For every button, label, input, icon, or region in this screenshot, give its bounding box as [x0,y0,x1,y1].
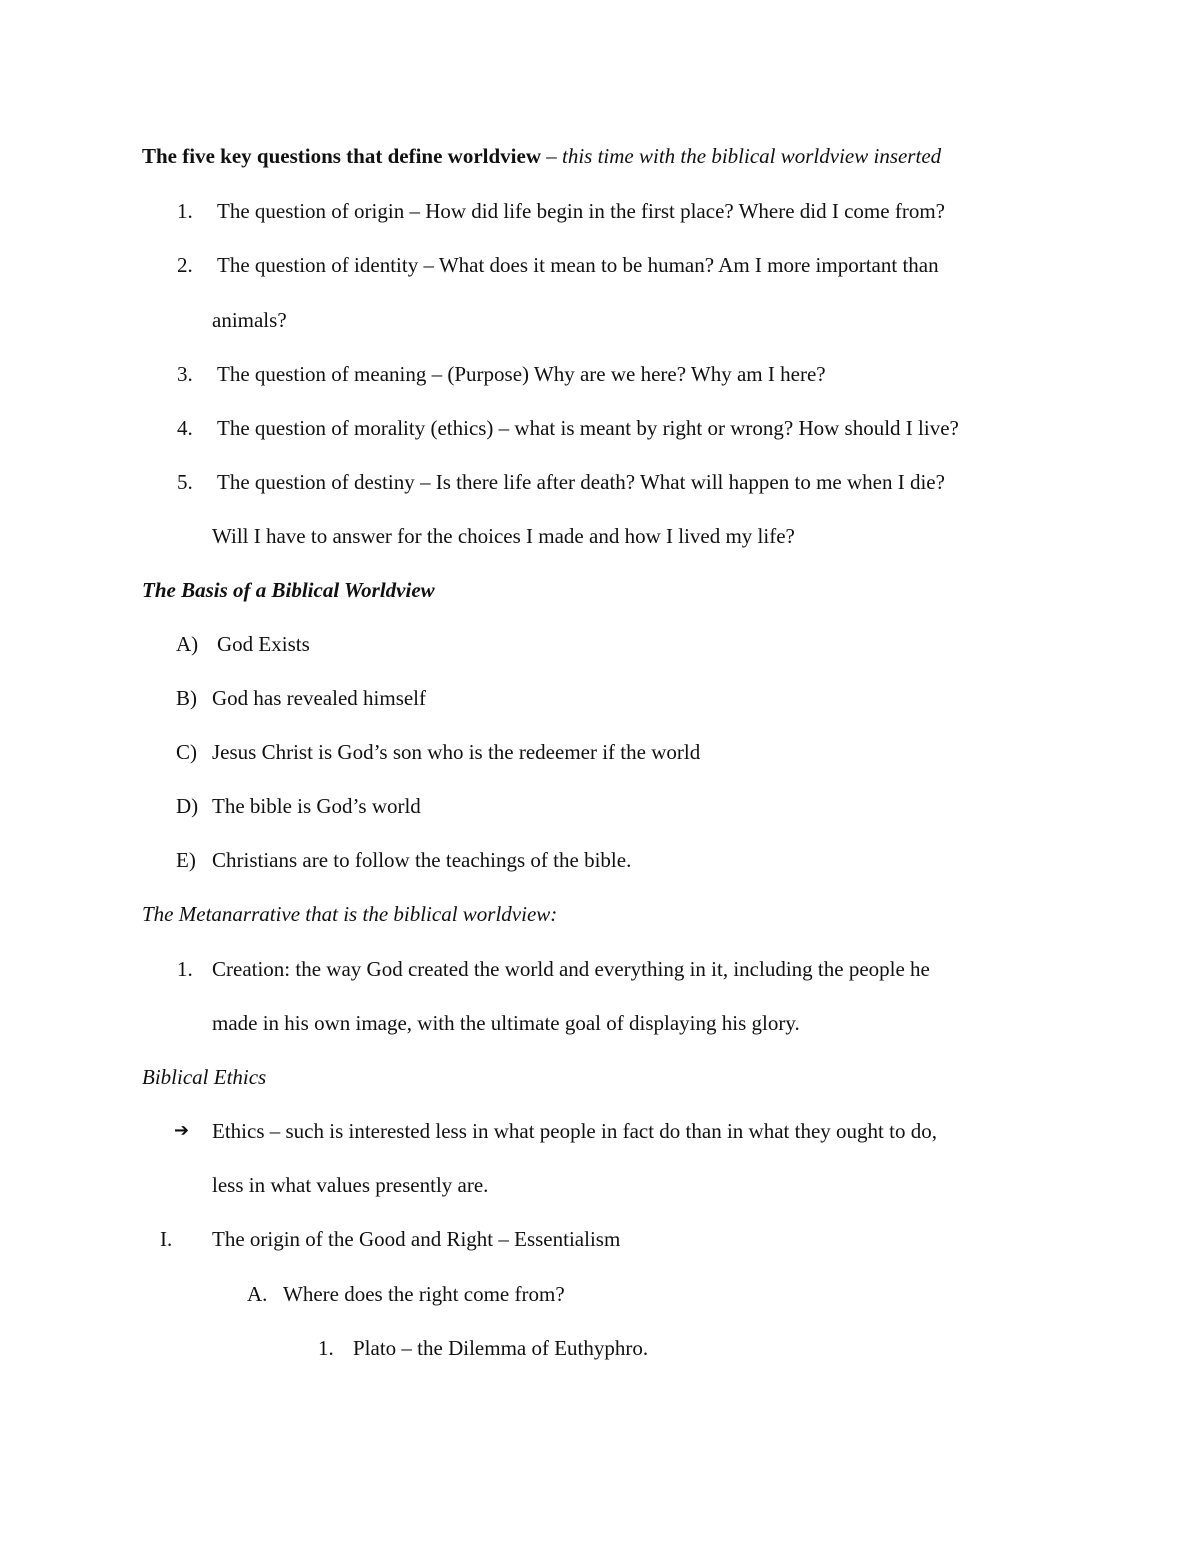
basis-item-text: God Exists [217,632,310,656]
basis-item-label: B) [176,686,197,710]
basis-item-text: The bible is God’s world [212,794,421,818]
question-text: The question of morality (ethics) – what is meant by right or wrong? How should I live? [217,416,959,440]
question-number: 1. [177,199,193,223]
question-continuation: Will I have to answer for the choices I made and how I lived my life? [212,524,795,548]
question-number: 4. [177,416,193,440]
heading-dash: – [541,144,562,168]
basis-item-label: C) [176,740,197,764]
outline-alpha-label: A. [247,1282,268,1306]
question-text: The question of origin – How did life begin in the first place? Where did I come from? [217,199,945,223]
ethics-bullet-continuation: less in what values presently are. [212,1173,489,1197]
outline-alpha-text: Where does the right come from? [283,1282,565,1306]
metanarrative-continuation: made in his own image, with the ultimate goal of displaying his glory. [212,1011,800,1035]
heading-italic: this time with the biblical worldview inserted [562,144,942,168]
ethics-bullet-text: Ethics – such is interested less in what people in fact do than in what they ought to do, [212,1119,937,1143]
document-heading [142,143,941,169]
question-number: 2. [177,253,193,277]
outline-roman-text: The origin of the Good and Right – Essentialism [212,1227,621,1251]
basis-item-label: D) [176,794,199,818]
section-title-ethics: Biblical Ethics [142,1065,267,1089]
outline-roman-label: I. [160,1227,173,1251]
outline-arabic-label: 1. [318,1336,334,1360]
question-text: The question of destiny – Is there life after death? What will happen to me when I die? [217,470,945,494]
question-text: The question of identity – What does it mean to be human? Am I more important than [217,253,939,277]
question-text: The question of meaning – (Purpose) Why are we here? Why am I here? [217,362,826,386]
basis-item-label: E) [176,848,196,872]
metanarrative-number: 1. [177,957,193,981]
heading-bold: The five key questions that define worldview [142,144,541,168]
metanarrative-text: Creation: the way God created the world and everything in it, including the people he [212,957,930,981]
outline-arabic-text: Plato – the Dilemma of Euthyphro. [353,1336,649,1360]
question-continuation: animals? [212,308,287,332]
question-number: 5. [177,470,193,494]
basis-item-text: Christians are to follow the teachings of the bible. [212,848,632,872]
basis-item-text: Jesus Christ is God’s son who is the redeemer if the world [212,740,701,764]
basis-item-text: God has revealed himself [212,686,427,710]
basis-item-label: A) [176,632,199,656]
section-title-metanarrative: The Metanarrative that is the biblical worldview: [142,902,558,926]
arrow-bullet-icon: ➔ [174,1120,190,1141]
question-number: 3. [177,362,193,386]
section-title-basis: The Basis of a Biblical Worldview [142,578,435,602]
